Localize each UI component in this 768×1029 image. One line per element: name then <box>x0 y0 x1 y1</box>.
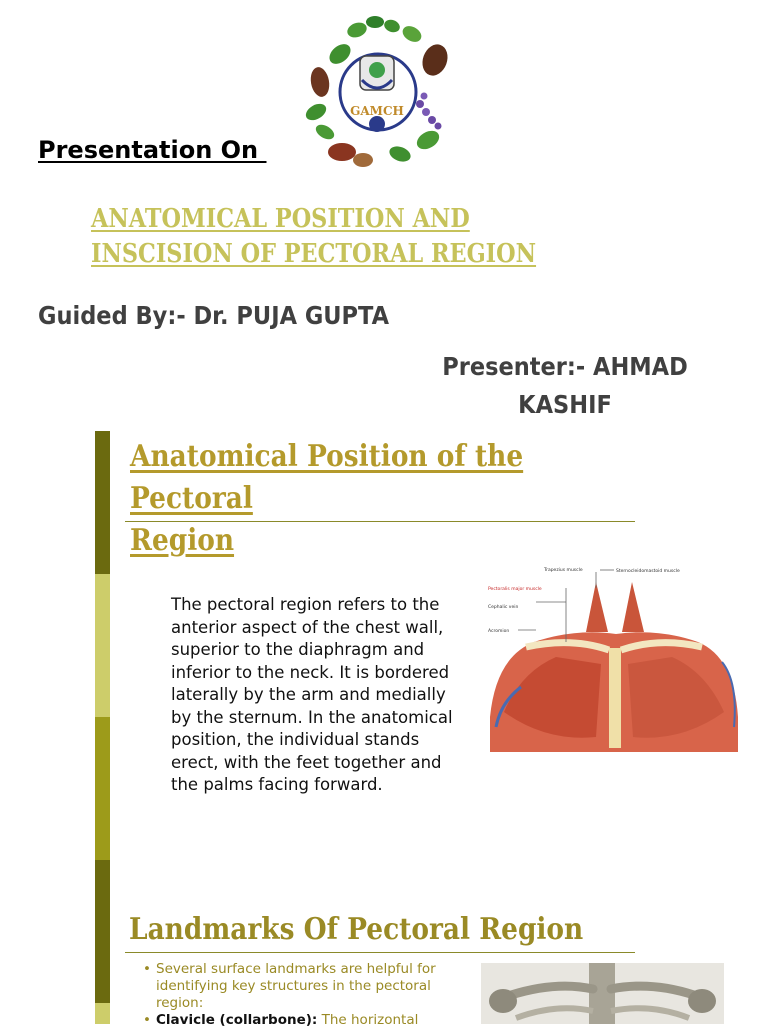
slide-title <box>130 436 605 562</box>
list-item <box>140 961 470 1012</box>
list-item <box>140 1012 470 1029</box>
clavicle-label: Clavicle (collarbone): <box>156 1012 318 1028</box>
skeleton-thorax-image <box>481 963 724 1024</box>
label-cephalic-vein: Cephalic vein <box>488 605 519 610</box>
label-trapezius: Trapezius muscle <box>544 568 583 573</box>
slide-side-bar <box>95 431 110 1024</box>
slide-title-line-1: Anatomical Position of the Pectoral <box>130 439 524 516</box>
side-bar-segment-4 <box>95 860 110 1003</box>
side-bar-segment-1 <box>95 431 110 574</box>
title-divider <box>125 521 635 522</box>
pectoral-description: The pectoral region refers to the anterior aspect of the chest wall, superior to the diaphragm and inferior to the neck. It is bordered laterally by the arm and medially by the sternum. In the anatomical position, the individual stands erect, with the feet together and the palms facing forward. <box>171 595 453 794</box>
landmarks-divider <box>125 952 635 953</box>
landmarks-title: Landmarks Of Pectoral Region <box>129 912 584 947</box>
presenter-line-2: KASHIF <box>518 390 612 419</box>
label-acromion: Acromion <box>488 629 510 634</box>
presenter <box>435 348 696 424</box>
presenter-line-1: Presenter:- AHMAD <box>442 352 688 381</box>
pectoral-muscles-illustration <box>476 552 744 762</box>
landmark-list <box>140 961 470 1029</box>
logo-text: GAMCH <box>350 104 404 118</box>
slide-title-line-2: Region <box>130 523 235 558</box>
label-pectoralis-major: Pectoralis major muscle <box>488 587 542 592</box>
main-title-line-2: INSCISION OF PECTORAL REGION <box>91 239 537 269</box>
college-logo <box>300 12 455 170</box>
presentation-heading: Presentation On <box>38 136 267 164</box>
side-bar-segment-3 <box>95 717 110 860</box>
clavicle-text: The horizontal <box>317 1012 419 1028</box>
main-title-line-1: ANATOMICAL POSITION AND <box>91 204 470 234</box>
label-sternocleidomastoid: Sternocleidomastoid muscle <box>616 569 680 574</box>
landmark-intro: Several surface landmarks are helpful for identifying key structures in the pectoral region: <box>156 961 436 1011</box>
main-title <box>91 202 573 272</box>
side-bar-segment-5 <box>95 1003 110 1024</box>
guided-by: Guided By:- Dr. PUJA GUPTA <box>38 301 390 330</box>
side-bar-segment-2 <box>95 574 110 717</box>
